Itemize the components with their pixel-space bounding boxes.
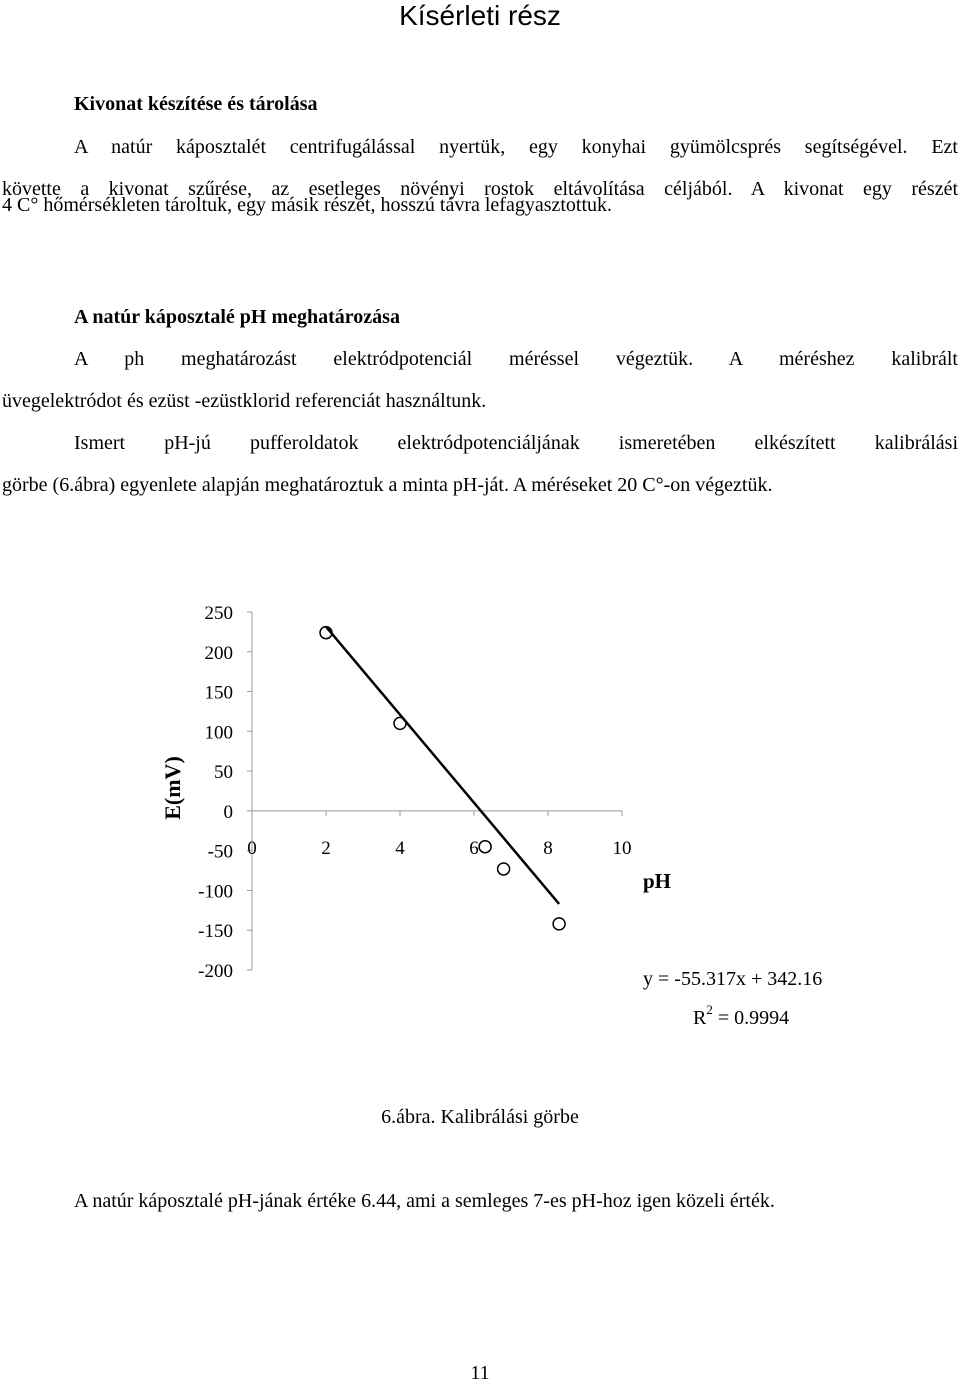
x-tick-label: 2 [321, 837, 331, 859]
paragraph-line: görbe (6.ábra) egyenlete alapján meghatároztuk a minta pH-ját. A méréseket 20 C°-on végeztük. [2, 474, 773, 496]
y-tick-label: 100 [204, 722, 233, 744]
x-tick-label: 10 [612, 837, 632, 859]
conclusion-text: A natúr káposztalé pH-jának értéke 6.44, ami a semleges 7-es pH-hoz igen közeli érték. [74, 1190, 775, 1212]
paragraph-line: 4 C° hőmérsékleten tároltuk, egy másik részét, hosszú távra lefagyasztottuk. [2, 194, 613, 216]
y-tick-label: -50 [207, 841, 233, 863]
data-point [498, 863, 510, 875]
paragraph-line: A ph meghatározást elektródpotenciál méréssel végeztük. A méréshez kalibrált [74, 348, 958, 370]
y-axis-label: E(mV) [160, 756, 185, 820]
calibration-chart [0, 590, 960, 1029]
paragraph-line: követte a kivonat szűrése, az esetleges növényi rostok eltávolítása céljából. A kivonat egy részét [2, 178, 958, 200]
data-points [320, 627, 565, 930]
section-heading-extract: Kivonat készítése és tárolása [74, 93, 318, 115]
trendline [326, 627, 559, 904]
x-tick-label: 6 [469, 837, 479, 859]
x-tick-label: 4 [395, 837, 405, 859]
trend-equation: y = -55.317x + 342.16 [643, 968, 823, 990]
r-squared-value: = 0.9994 [712, 1007, 790, 1029]
y-tick-label: -200 [198, 961, 233, 982]
page-number: 11 [470, 1362, 490, 1384]
y-tick-label: -150 [198, 921, 233, 943]
r-squared-text [693, 1002, 789, 1029]
paragraph-line: Ismert pH-jú pufferoldatok elektródpotenciáljának ismeretében elkészített kalibrálási [74, 432, 958, 454]
y-tick-label: 50 [214, 762, 233, 784]
figure-caption: 6.ábra. Kalibrálási görbe [381, 1106, 579, 1128]
y-tick-label: 200 [204, 642, 233, 664]
paragraph-line: üvegelektródot és ezüst -ezüstklorid referenciát használtunk. [2, 390, 487, 412]
data-point [553, 918, 565, 930]
y-axis [198, 603, 252, 982]
trendline-line [326, 627, 559, 904]
page-title: Kísérleti rész [399, 0, 561, 31]
x-tick-label: 8 [543, 837, 553, 859]
y-tick-label: -100 [198, 881, 233, 903]
r-squared-exponent: 2 [706, 1002, 713, 1017]
x-axis-label: pH [643, 869, 672, 893]
x-tick-label: 0 [247, 837, 257, 859]
data-point [479, 841, 491, 853]
y-tick-label: 250 [204, 603, 233, 624]
y-tick-label: 150 [204, 682, 233, 704]
data-point [394, 717, 406, 729]
paragraph-line: A natúr káposztalét centrifugálással nyertük, egy konyhai gyümölcsprés segítségével. Ezt [74, 136, 958, 158]
x-axis [247, 811, 631, 859]
y-tick-label: 0 [223, 801, 233, 823]
r-squared-prefix: R [693, 1007, 707, 1029]
section-heading-ph: A natúr káposztalé pH meghatározása [74, 306, 400, 328]
